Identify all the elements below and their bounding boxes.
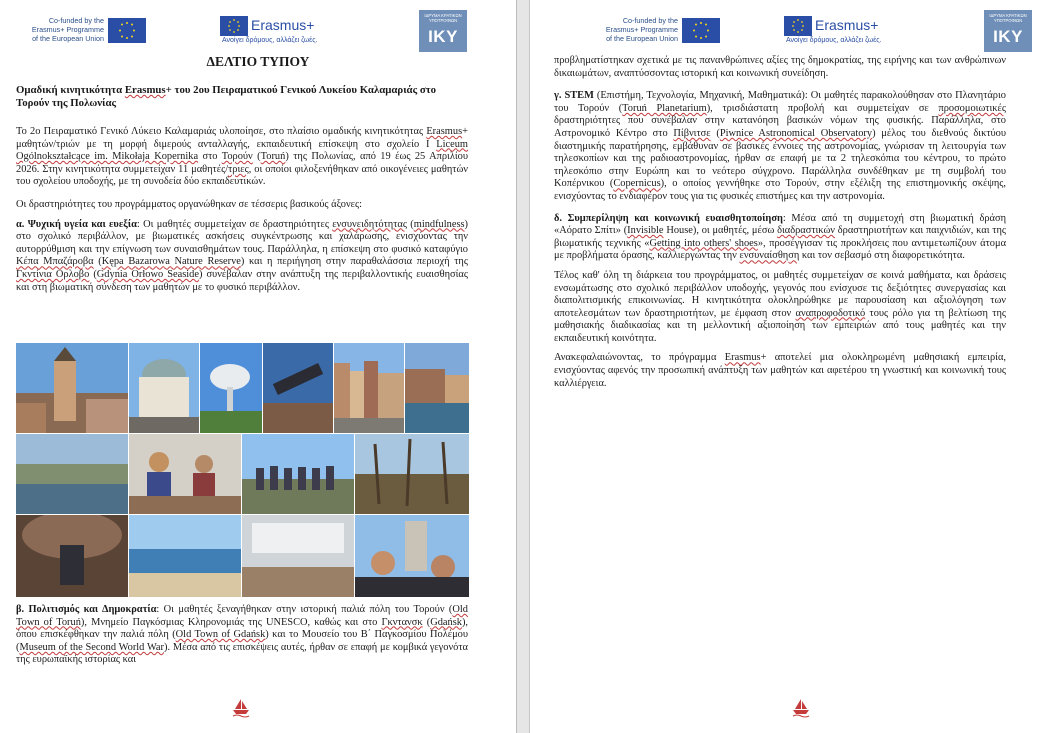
erasmus-name: Erasmus+ <box>251 17 315 33</box>
text-run: ) συνέβαλαν στην ανάπτυξη της περιβαλλοντικής ευαισθησίας και στη βιωματική σύνδεση των μαθητών με το φυσικό περιβάλλον. <box>16 268 468 293</box>
text-run: Old Town of Gdańsk <box>175 629 266 641</box>
text-run: Old Town of Toruń <box>16 604 468 628</box>
photo-nature-reserve <box>355 434 469 514</box>
photo-school-lesson <box>242 515 354 597</box>
header-logos <box>586 10 1034 54</box>
text-run: Kępa Bazarowa Nature Reserve <box>101 256 241 268</box>
photo-students-selfie <box>355 515 469 597</box>
text-run: Τέλος καθ' όλη τη διάρκεια του προγράμματος, οι μαθητές συμμετείχαν σε κοινά μαθήματα, και δράσεις ενσωμάτωσης στο σχολικό περιβάλλον υποδοχής, γεγονός που ενίσχυσε τις δεξιότητες συνεργασίας και διαπολιτισμικής επικοινωνίας. Η κινητικότητα ολοκληρώθηκε με παρουσίαση και αξιολόγηση των αποτελεσμάτων των δραστηριοτήτων, με έμφαση στον <box>554 269 1006 319</box>
axes-paragraph: Οι δραστηριότητες του προγράμματος οργανώθηκαν σε τέσσερις βασικούς άξονες: <box>16 198 363 210</box>
text-run: ) στο σχολικό περιβάλλον, με βιωματικές ασκήσεις συγκέντρωσης και χαλάρωσης, ενισχύοντας την αυτορρύθμιση και την επίγνωση των συναισθημάτων τους. Παράλληλα, η επίσκεψη στο φυσικό καταφύγιο <box>16 218 468 255</box>
photo-telescope-dome <box>16 515 128 597</box>
text-run: Ανακεφαλαιώνοντας, το πρόγραμμα <box>554 352 725 364</box>
document-title: ΔΕΛΤΙΟ ΤΥΠΟΥ <box>206 54 310 69</box>
text-run: : Οι μαθητές συμμετείχαν σε δραστηριότητες <box>136 218 333 230</box>
text-run: ( <box>89 268 97 280</box>
eu-flag-icon <box>108 18 146 43</box>
text-run: ( <box>252 151 261 163</box>
closing-paragraph <box>554 270 1006 346</box>
eu-text-line: of the European Union <box>606 34 678 43</box>
text-run: Liceum Ogólnokształcące im. Mikołaja Kopernika <box>16 138 468 163</box>
eu-cofunded-logo <box>16 16 156 56</box>
text-run: αναπροφοδοτικό <box>795 307 866 319</box>
text-run: τριες <box>228 163 249 175</box>
text-run: ), ο οποίος γεννήθηκε στο Τορούν, στην εξέλιξη της επιστημονικής σκέψης, ενισχύοντας το ενδιαφέρον τους για τις φυσικές επιστήμες και την αστρονομία. <box>554 178 1006 202</box>
section-d-paragraph <box>554 213 1006 263</box>
text-run: Gdańsk <box>430 616 462 628</box>
text-run: : Οι μαθητές ξεναγήθηκαν στην ιστορική παλιά πόλη του Τορούν ( <box>156 604 453 615</box>
text-run: Toruń <box>260 151 286 163</box>
iky-big-text: IKY <box>993 27 1023 46</box>
photo-river-view <box>16 434 128 514</box>
text-run: », προσέγγισαν τις προκλήσεις που αντιμετωπίζουν άτομα με προβλήματα όρασης, καλλιεργώντας την <box>554 237 1007 262</box>
final-paragraph <box>554 352 1006 390</box>
text-run: δραστηριοτήτων και παιχνιδιών, και της βιωματικής τεχνικής « <box>554 225 1007 249</box>
header-logos <box>16 10 470 54</box>
iky-logo <box>419 10 467 52</box>
document-page-left <box>0 0 516 733</box>
document-subtitle <box>16 84 468 110</box>
text-run: ) και η περιήγηση στην παραθαλάσσια περιοχή της <box>240 256 468 268</box>
photo-seaside <box>129 515 241 597</box>
photo-group-outdoor <box>242 434 354 514</box>
erasmus-name: Erasmus+ <box>815 17 879 33</box>
text-run: ( <box>710 127 720 139</box>
text-run: ) της Πολωνίας, από 19 έως 25 Απριλίου 2026. Στην κινητικότητα συμμετείχαν 11 μαθητές/ <box>16 151 468 175</box>
section-heading: γ. STEM <box>554 90 594 102</box>
text-run: Erasmus <box>124 84 166 96</box>
text-run: mindfulness <box>413 218 465 230</box>
text-run: προσομοιωτικές <box>938 102 1006 114</box>
erasmus-tagline: Ανοίγει δρόμους, αλλάζει ζωές. <box>786 37 882 44</box>
text-run: + του 2ου Πειραματικού Γενικού Λυκείου Καλαμαριάς στο Τορούν της Πολωνίας <box>16 84 437 109</box>
section-heading: δ. Συμπερίληψη και κοινωνική ευαισθητοποίηση <box>554 212 783 224</box>
text-run: Gdynia Orłowo Seaside <box>96 268 199 280</box>
section-a-paragraph <box>16 219 468 295</box>
text-run: Piwnice Astronomical Observatory <box>719 127 873 139</box>
photo-observatory-interior <box>263 343 333 433</box>
text-run: Το 2ο Πειραματικό Γενικό Λύκειο Καλαμαριάς υλοποίησε, στο πλαίσιο ομαδικής κινητικότητας <box>16 126 427 137</box>
text-run: : Μέσα από τη συμμετοχή στη βιωματική δράση «Αόρατο Σπίτι» ( <box>554 212 1006 237</box>
text-run: ), Μνημείο Παγκόσμιας Κληρονομιάς της UNESCO, καθώς και στο <box>80 616 382 628</box>
text-run: + αποτελεί μια ολοκληρωμένη μαθησιακή εμπειρία, ενισχύοντας αφενός την προσωπική ανάπτυξη των μαθητών και αφετέρου τη γνωστική και κοινωνική τους καλλιέργεια. <box>554 352 1006 389</box>
text-run: Erasmus <box>426 126 463 137</box>
photo-collage <box>16 343 469 597</box>
eu-flag-icon <box>784 16 812 36</box>
text-run: ). Μέσα από τις επισκέψεις αυτές, ήρθαν σε επαφή με κομβικά γεγονότα της ευρωπαϊκής ιστορίας και <box>16 641 468 666</box>
text-run: ), όπου επισκέφθηκαν την παλιά πόλη ( <box>16 616 468 641</box>
school-ship-logo-icon <box>792 698 810 718</box>
text-run: στο <box>198 151 222 163</box>
document-page-right <box>530 0 1050 733</box>
erasmus-tagline: Ανοίγει δρόμους, αλλάζει ζωές. <box>222 37 318 44</box>
body-left <box>16 126 468 301</box>
text-run: Γκντανσκ <box>381 616 423 628</box>
photo-radio-telescope <box>200 343 262 433</box>
iky-logo <box>984 10 1032 52</box>
section-c-paragraph <box>554 90 1006 203</box>
text-run: ( <box>422 616 431 628</box>
text-run: Erasmus <box>724 352 761 364</box>
text-run: ενσυνειδητότητας <box>332 218 407 230</box>
school-ship-logo-icon <box>232 698 250 718</box>
intro-paragraph <box>16 126 468 189</box>
section-heading: α. Ψυχική υγεία και ευεξία <box>16 218 137 230</box>
eu-text-line: of the European Union <box>32 34 104 43</box>
text-run: ), τρισδιάστατη προβολή και συμμετείχαν σε <box>706 102 939 114</box>
text-run: διαδραστικών <box>777 225 835 237</box>
photo-classroom-activity <box>129 434 241 514</box>
section-b-paragraph <box>16 604 468 667</box>
text-run: Τορούν <box>221 151 253 163</box>
text-run: Getting into others' shoes <box>649 237 758 249</box>
text-run: δραστηριότητες που συνέβαλαν στην κατανόηση βασικών νόμων της φυσικής. Παράλληλα, στο Αστρονομικό Κέντρο στο <box>554 115 1006 139</box>
text-run: ) και το Μουσείο του Β΄ Παγκοσμίου Πολέμου ( <box>16 629 469 653</box>
eu-text-line: Erasmus+ Programme <box>605 25 678 34</box>
text-run: ) μέλος του διεθνούς δικτύου διαστημικής παρατήρησης, εμβάθυναν σε βασικές έννοιες της αστρονομίας, γνώρισαν τη λειτουργία των τηλεσκοπίων και της ραδιοαστρονομίας, ήρθαν σε επαφή με τα 2 τηλεσκόπια του κέντρου, το πρώτο τηλεσκόπιο στην Ευρώπη και το νεότερο σύγχρονο. Παράλληλα συνδέθηκαν με τη συμβολή του Κοπέρνικου ( <box>554 127 1006 190</box>
text-run: Invisible <box>627 225 664 237</box>
text-run: ενσυναίσθηση <box>739 250 800 262</box>
text-run: House), οι μαθητές, μέσω <box>663 225 778 237</box>
text-run: Museum of the Second World War <box>19 641 164 653</box>
page-edge <box>516 0 517 733</box>
photo-planetarium <box>129 343 199 433</box>
text-run: Toruń Planetarium <box>622 102 707 114</box>
eu-text-line: Erasmus+ Programme <box>31 25 104 34</box>
photo-riverside <box>405 343 469 433</box>
text-run: Copernicus <box>613 178 661 190</box>
text-run: Κέπα Μπαζάροβα <box>16 256 94 268</box>
text-run: Πίβνιτσε <box>673 127 711 139</box>
section-heading: β. Πολιτισμός και Δημοκρατία <box>16 604 157 615</box>
eu-text-line: Co-funded by the <box>48 16 104 25</box>
photo-town-church <box>16 343 128 433</box>
eu-text-line: Co-funded by the <box>622 16 678 25</box>
iky-small-text: ΙΔΡΥΜΑ ΚΡΑΤΙΚΩΝ ΥΠΟΤΡΟΦΙΩΝ <box>989 13 1027 23</box>
erasmus-plus-logo <box>220 16 320 50</box>
text-run: ( <box>406 218 414 230</box>
eu-cofunded-logo <box>590 16 730 56</box>
body-left-bottom <box>16 604 468 674</box>
text-run: (Επιστήμη, Τεχνολογία, Μηχανική, Μαθηματικά): Οι μαθητές παρακολούθησαν στο Πλανητάριο του Τορούν ( <box>554 90 1006 114</box>
eu-flag-icon <box>220 16 248 36</box>
iky-small-text: ΙΔΡΥΜΑ ΚΡΑΤΙΚΩΝ ΥΠΟΤΡΟΦΙΩΝ <box>424 13 462 23</box>
text-run: Γκντίνια Ορλοβο <box>16 268 90 280</box>
text-run: + μαθητών/τριών με τη μορφή διμερούς ανταλλαγής, εκπαιδευτική επίσκεψη στο σχολείο I <box>16 126 468 150</box>
text-run: ( <box>93 256 102 268</box>
text-run: και τον σεβασμό στη διαφορετικότητα. <box>799 250 965 262</box>
eu-flag-icon <box>682 18 720 43</box>
photo-gdansk-old-town <box>334 343 404 433</box>
iky-big-text: IKY <box>428 27 458 46</box>
continued-paragraph: προβληματίστηκαν σχετικά με τις πανανθρώπινες αξίες της δημοκρατίας, της ειρήνης και των ανθρώπινων δικαιωμάτων, αναπτύσσοντας ιστορική και κοινωνική συνείδηση. <box>554 55 1006 79</box>
text-run: τους ρόλο για τη βελτίωση της μαθησιακής διαδικασίας και τη μελλοντική αξιοποίηση των εμπειριών από τους μαθητές και την εκπαιδευτική κοινότητα. <box>554 307 1006 344</box>
text-run: , οι οποίοι φιλοξενήθηκαν από οικογένειες μαθητών του σχολείου υποδοχής, με τη συνοδεία δύο εκπαιδευτικών. <box>16 163 468 188</box>
text-run: Ομαδική κινητικότητα <box>16 84 125 96</box>
body-right <box>554 55 1006 397</box>
erasmus-plus-logo <box>784 16 884 50</box>
